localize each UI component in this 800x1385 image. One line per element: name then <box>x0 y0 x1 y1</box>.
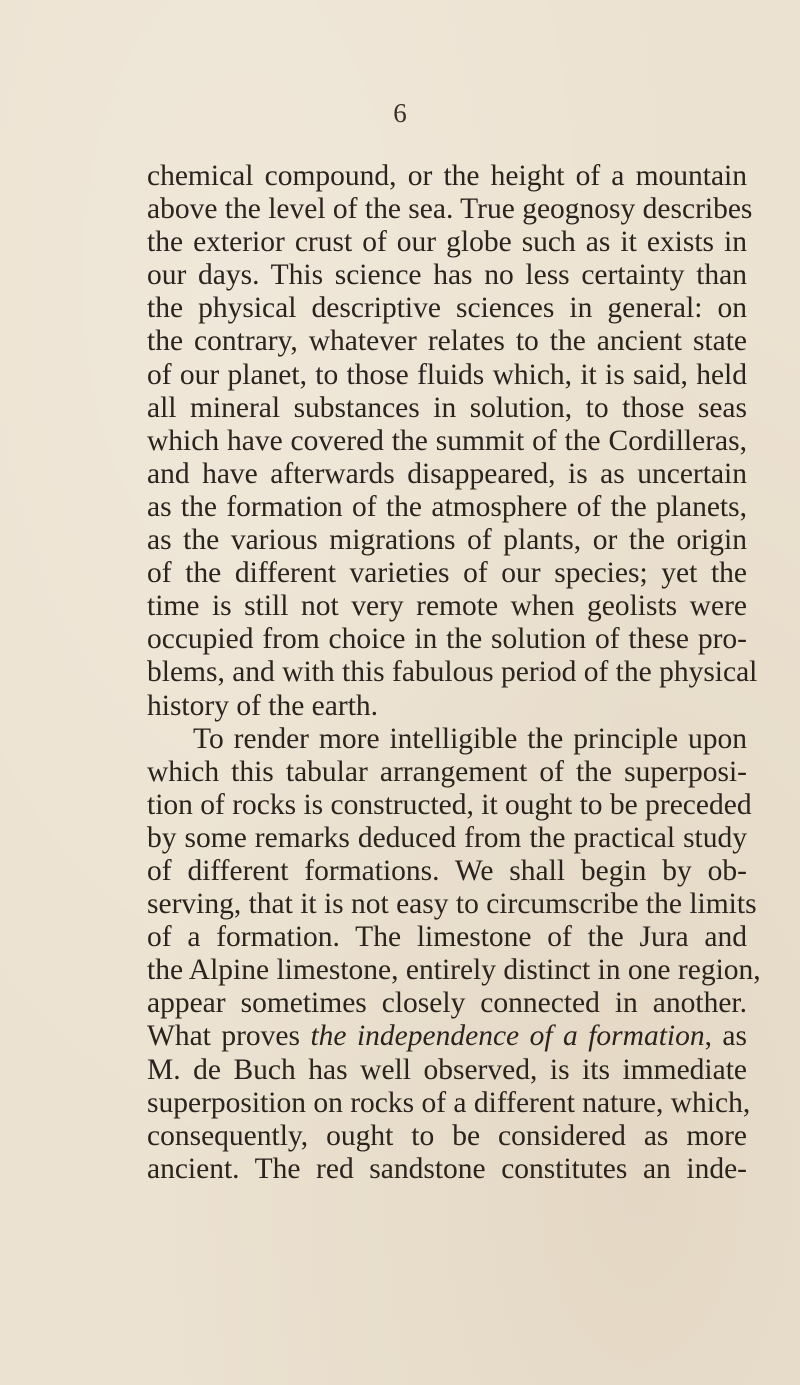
text-line: the physical descriptive sciences in general: on <box>147 292 747 325</box>
text-line: the contrary, whatever relates to the ancient state <box>147 325 747 358</box>
body-text <box>147 160 761 1186</box>
text-line: our days. This science has no less certainty than <box>147 259 747 292</box>
text-line: of different formations. We shall begin by ob- <box>147 854 747 887</box>
page-number: 6 <box>393 98 407 128</box>
text-line: appear sometimes closely connected in another. <box>147 987 747 1020</box>
text-line: and have afterwards disappeared, is as uncertain <box>147 457 747 490</box>
text-line: which this tabular arrangement of the superposi- <box>147 755 747 788</box>
text-line-mixed <box>147 1020 747 1053</box>
text-line-paragraph-start: To render more intelligible the principle upon <box>193 722 747 755</box>
text-line: the exterior crust of our globe such as it exists in <box>147 226 747 259</box>
text-line: of our planet, to those fluids which, it is said, held <box>147 358 747 391</box>
text-segment: What proves <box>147 1020 311 1053</box>
text-line: occupied from choice in the solution of these pro- <box>147 623 747 656</box>
text-line: blems, and with this fabulous period of the physical <box>147 656 758 689</box>
text-line: consequently, ought to be considered as more <box>147 1119 747 1152</box>
text-line: of the different varieties of our species; yet the <box>147 557 747 590</box>
text-line: all mineral substances in solution, to those seas <box>147 391 747 424</box>
text-line: M. de Buch has well observed, is its immediate <box>147 1053 747 1086</box>
text-line: tion of rocks is constructed, it ought to be preceded <box>147 788 752 821</box>
text-line: as the formation of the atmosphere of the planets, <box>147 490 747 523</box>
text-line: by some remarks deduced from the practical study <box>147 821 747 854</box>
text-line: the Alpine limestone, entirely distinct in one region, <box>147 954 761 987</box>
text-line: as the various migrations of plants, or the origin <box>147 524 747 557</box>
text-line: of a formation. The limestone of the Jura and <box>147 921 747 954</box>
text-line: which have covered the summit of the Cordilleras, <box>147 424 747 457</box>
text-line: serving, that it is not easy to circumscribe the limits <box>147 888 757 921</box>
text-segment: , as <box>704 1020 748 1053</box>
text-line: chemical compound, or the height of a mountain <box>147 160 747 192</box>
text-line: history of the earth. <box>147 689 379 722</box>
italic-phrase: the independence of a formation <box>310 1020 705 1053</box>
text-line: ancient. The red sandstone constitutes an inde- <box>147 1152 747 1185</box>
text-line: time is still not very remote when geolists were <box>147 590 747 623</box>
text-line: above the level of the sea. True geognosy describes <box>147 193 753 226</box>
text-line: superposition on rocks of a different nature, which, <box>147 1086 751 1119</box>
